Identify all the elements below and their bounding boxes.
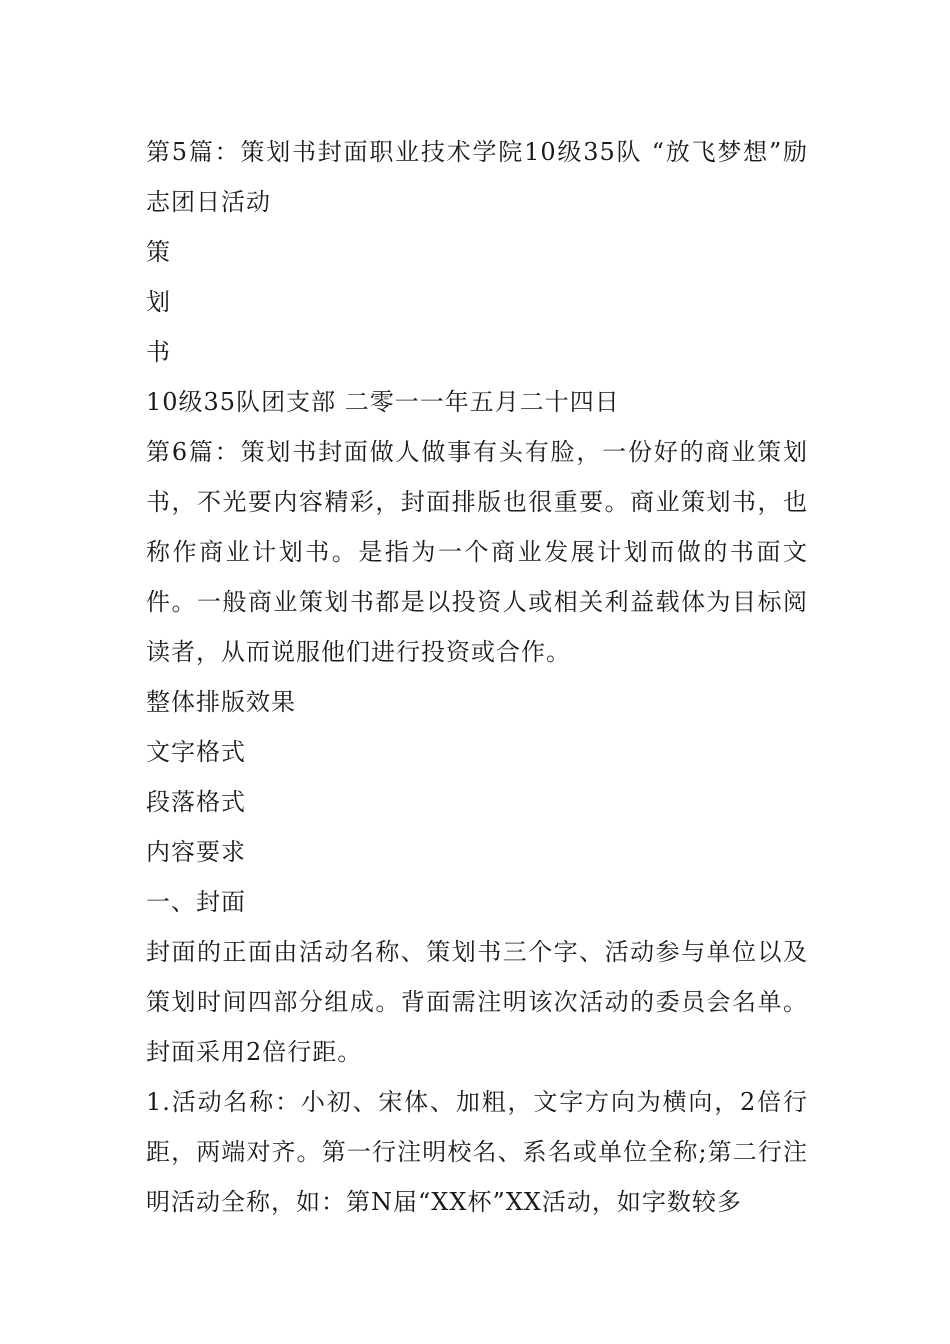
paragraph-section-cover: 一、封面 (146, 888, 246, 916)
paragraph-article-5-title: 第5篇：策划书封面职业技术学院10级35队 “放飞梦想”励志团日活动 (146, 138, 808, 216)
paragraph-heading-overall-layout: 整体排版效果 (146, 688, 296, 716)
paragraph-cover-char-hua: 划 (146, 288, 171, 316)
paragraph-heading-text-format: 文字格式 (146, 738, 246, 766)
document-page (146, 127, 808, 1227)
paragraph-branch-date: 10级35队团支部 二零一一年五月二十四日 (146, 388, 620, 416)
paragraph-cover-char-ce: 策 (146, 238, 171, 266)
paragraph-heading-paragraph-format: 段落格式 (146, 788, 246, 816)
paragraph-cover-char-shu: 书 (146, 338, 171, 366)
paragraph-article-6-intro: 第6篇：策划书封面做人做事有头有脸，一份好的商业策划书，不光要内容精彩，封面排版也很重要。商业策划书，也称作商业计划书。是指为一个商业发展计划而做的书面文件。一般商业策划书都是以投资人或相关利益载体为目标阅读者，从而说服他们进行投资或合作。 (146, 438, 808, 666)
paragraph-heading-content-requirements: 内容要求 (146, 838, 246, 866)
paragraph-cover-description: 封面的正面由活动名称、策划书三个字、活动参与单位以及策划时间四部分组成。背面需注明该次活动的委员会名单。封面采用2倍行距。 (146, 938, 808, 1066)
paragraph-activity-name-rule: 1.活动名称：小初、宋体、加粗，文字方向为横向，2倍行距，两端对齐。第一行注明校名、系名或单位全称;第二行注明活动全称，如：第N届“XX杯”XX活动，如字数较多 (146, 1088, 808, 1216)
